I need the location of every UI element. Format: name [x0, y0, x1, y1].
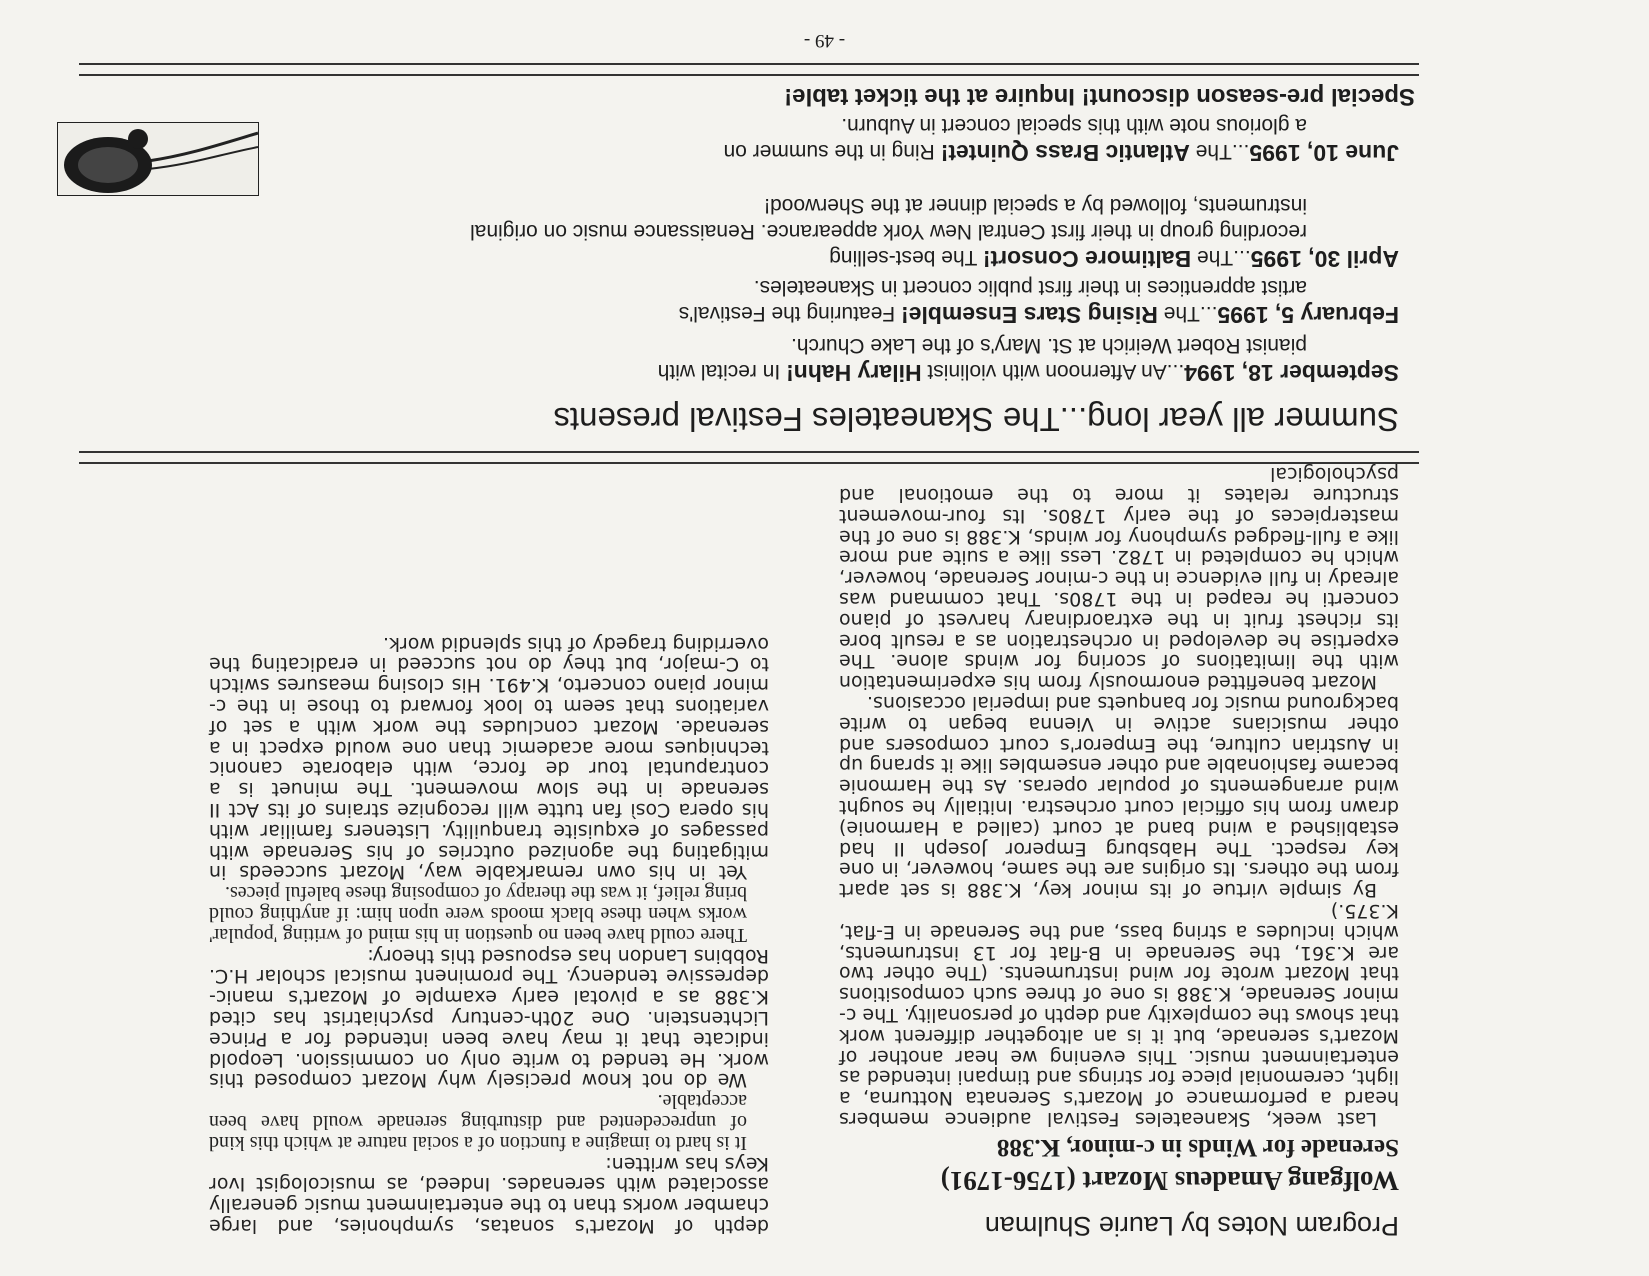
block-quote: It is hard to imagine a function of a social nature at which this kind of unprecedented and disturbing serenade would have been acceptable. [209, 1090, 747, 1154]
byline: Program Notes by Laurie Shulman [984, 1211, 1399, 1241]
paragraph: Mozart benefitted enormously from his experimentation with the limitations of scoring for winds alone. The expertise he developed in orchestration as a result bore its richest fruit in the extraordinary harvest of piano concerti he reaped in the 1780s. That command was already in full evidence in the c-minor Serenade, however, which he completed in 1782. Less like a suite and more like a full-fledged symphony for winds, K.388 is one of the masterpieces of the early 1780s. Its four-movement structure relates it more to the emotional and psychological [839, 463, 1399, 694]
event-item: September 18, 1994...An Afternoon with violinist Hilary Hahn! In recital with pianist Robert Weirich at St. Mary's of the Lake Church. [657, 334, 1399, 386]
section-divider [79, 451, 1419, 464]
paragraph: Yet in his own remarkable way, Mozart succeeds in mitigating the agonized outcries of his Serenade with passages of exquisite tranquility. Listeners familiar with his opera Così fan tutte will recognize strains of its Act II serenade in the slow movement. The minuet is a contrapuntal tour de force, with elaborate canonic techniques more academic than one would expect in a serenade. Mozart concludes the work with a set of variations that seem to look forward to those in the c-minor piano concerto, K.491. His closing measures switch to C-major, but they do not succeed in eradicating the overriding tragedy of this splendid work. [209, 632, 769, 884]
paragraph: By simple virtue of its minor key, K.388 is set apart from the others. Its origins are the same, however, in one key respect. The Habsburg Emperor Joseph II had established a wind band at court (called a Harmonie) drawn from his official court orchestra. Initially he sought wind arrangements of popular operas. As the Harmonie became fashionable and other ensembles like it sprang up in Austrian culture, the Emperor's court composers and other musicians active in Vienna began to write background music for banquets and imperial occasions. [839, 692, 1399, 902]
event-item: February 5, 1995...The Rising Stars Ensemble! Featuring the Festival's artist apprentices in their first public concert in Skaneateles. [678, 276, 1399, 328]
work-heading: Serenade for Winds in c-minor, K.388 [996, 1134, 1399, 1161]
brass-instrument-icon [57, 122, 259, 196]
right-column [209, 633, 769, 1236]
composer-heading: Wolfgang Amadeus Mozart (1756-1791) [940, 1166, 1399, 1196]
season-heading: Summer all year long...The Skaneateles Festival presents [553, 401, 1399, 438]
promo-banner: Special pre-season discount! Inquire at the ticket table! [784, 83, 1415, 110]
event-item: April 30, 1995...The Baltimore Consort! The best-selling recording group in their first Central New York appearance. Renaissance music on original instruments, followed by a special dinner at the Sherwood! [470, 194, 1399, 272]
event-item: June 10, 1995...The Atlantic Brass Quintet! Ring in the summer on a glorious note with this special concert in Auburn. [723, 114, 1399, 166]
paragraph: depth of Mozart's sonatas, symphonies, and large chamber works than to the entertainment music generally associated with serenades. Indeed, as musicologist Ivor Keys has written: [209, 1152, 769, 1237]
left-column [839, 464, 1399, 1130]
paragraph: Last week, Skaneateles Festival audience members heard a performance of Mozart's Serenata Notturna, a light, ceremonial piece for strings and timpani intended as entertainment music. This evening we hear another of Mozart's serenade, but it is an altogether different work that shows the complexity and depth of personality. The c-minor Serenade, K.388 is one of three such compositions that Mozart wrote for wind instruments. (The other two are K.361, the Serenade in B-flat for 13 instruments, which includes a string bass, and the Serenade in E-flat, K.375.) [839, 900, 1399, 1130]
bottom-divider [79, 63, 1419, 76]
block-quote: There could have been no question in his mind of writing 'popular' works when these black moods were upon him: if anything could bring relief, it was the therapy of composing these baleful pieces. [209, 882, 747, 946]
paragraph: We do not know precisely why Mozart composed this work. He tended to write only on commission. Leopold indicate that it may have been intended for a Prince Lichtenstein. One 20th-century psychiatrist has cited K.388 as a pivotal early example of Mozart's manic-depressive tendency. The prominent musical scholar H.C. Robbins Landon has espoused this theory: [209, 944, 769, 1092]
page-number: - 49 - [803, 30, 846, 51]
